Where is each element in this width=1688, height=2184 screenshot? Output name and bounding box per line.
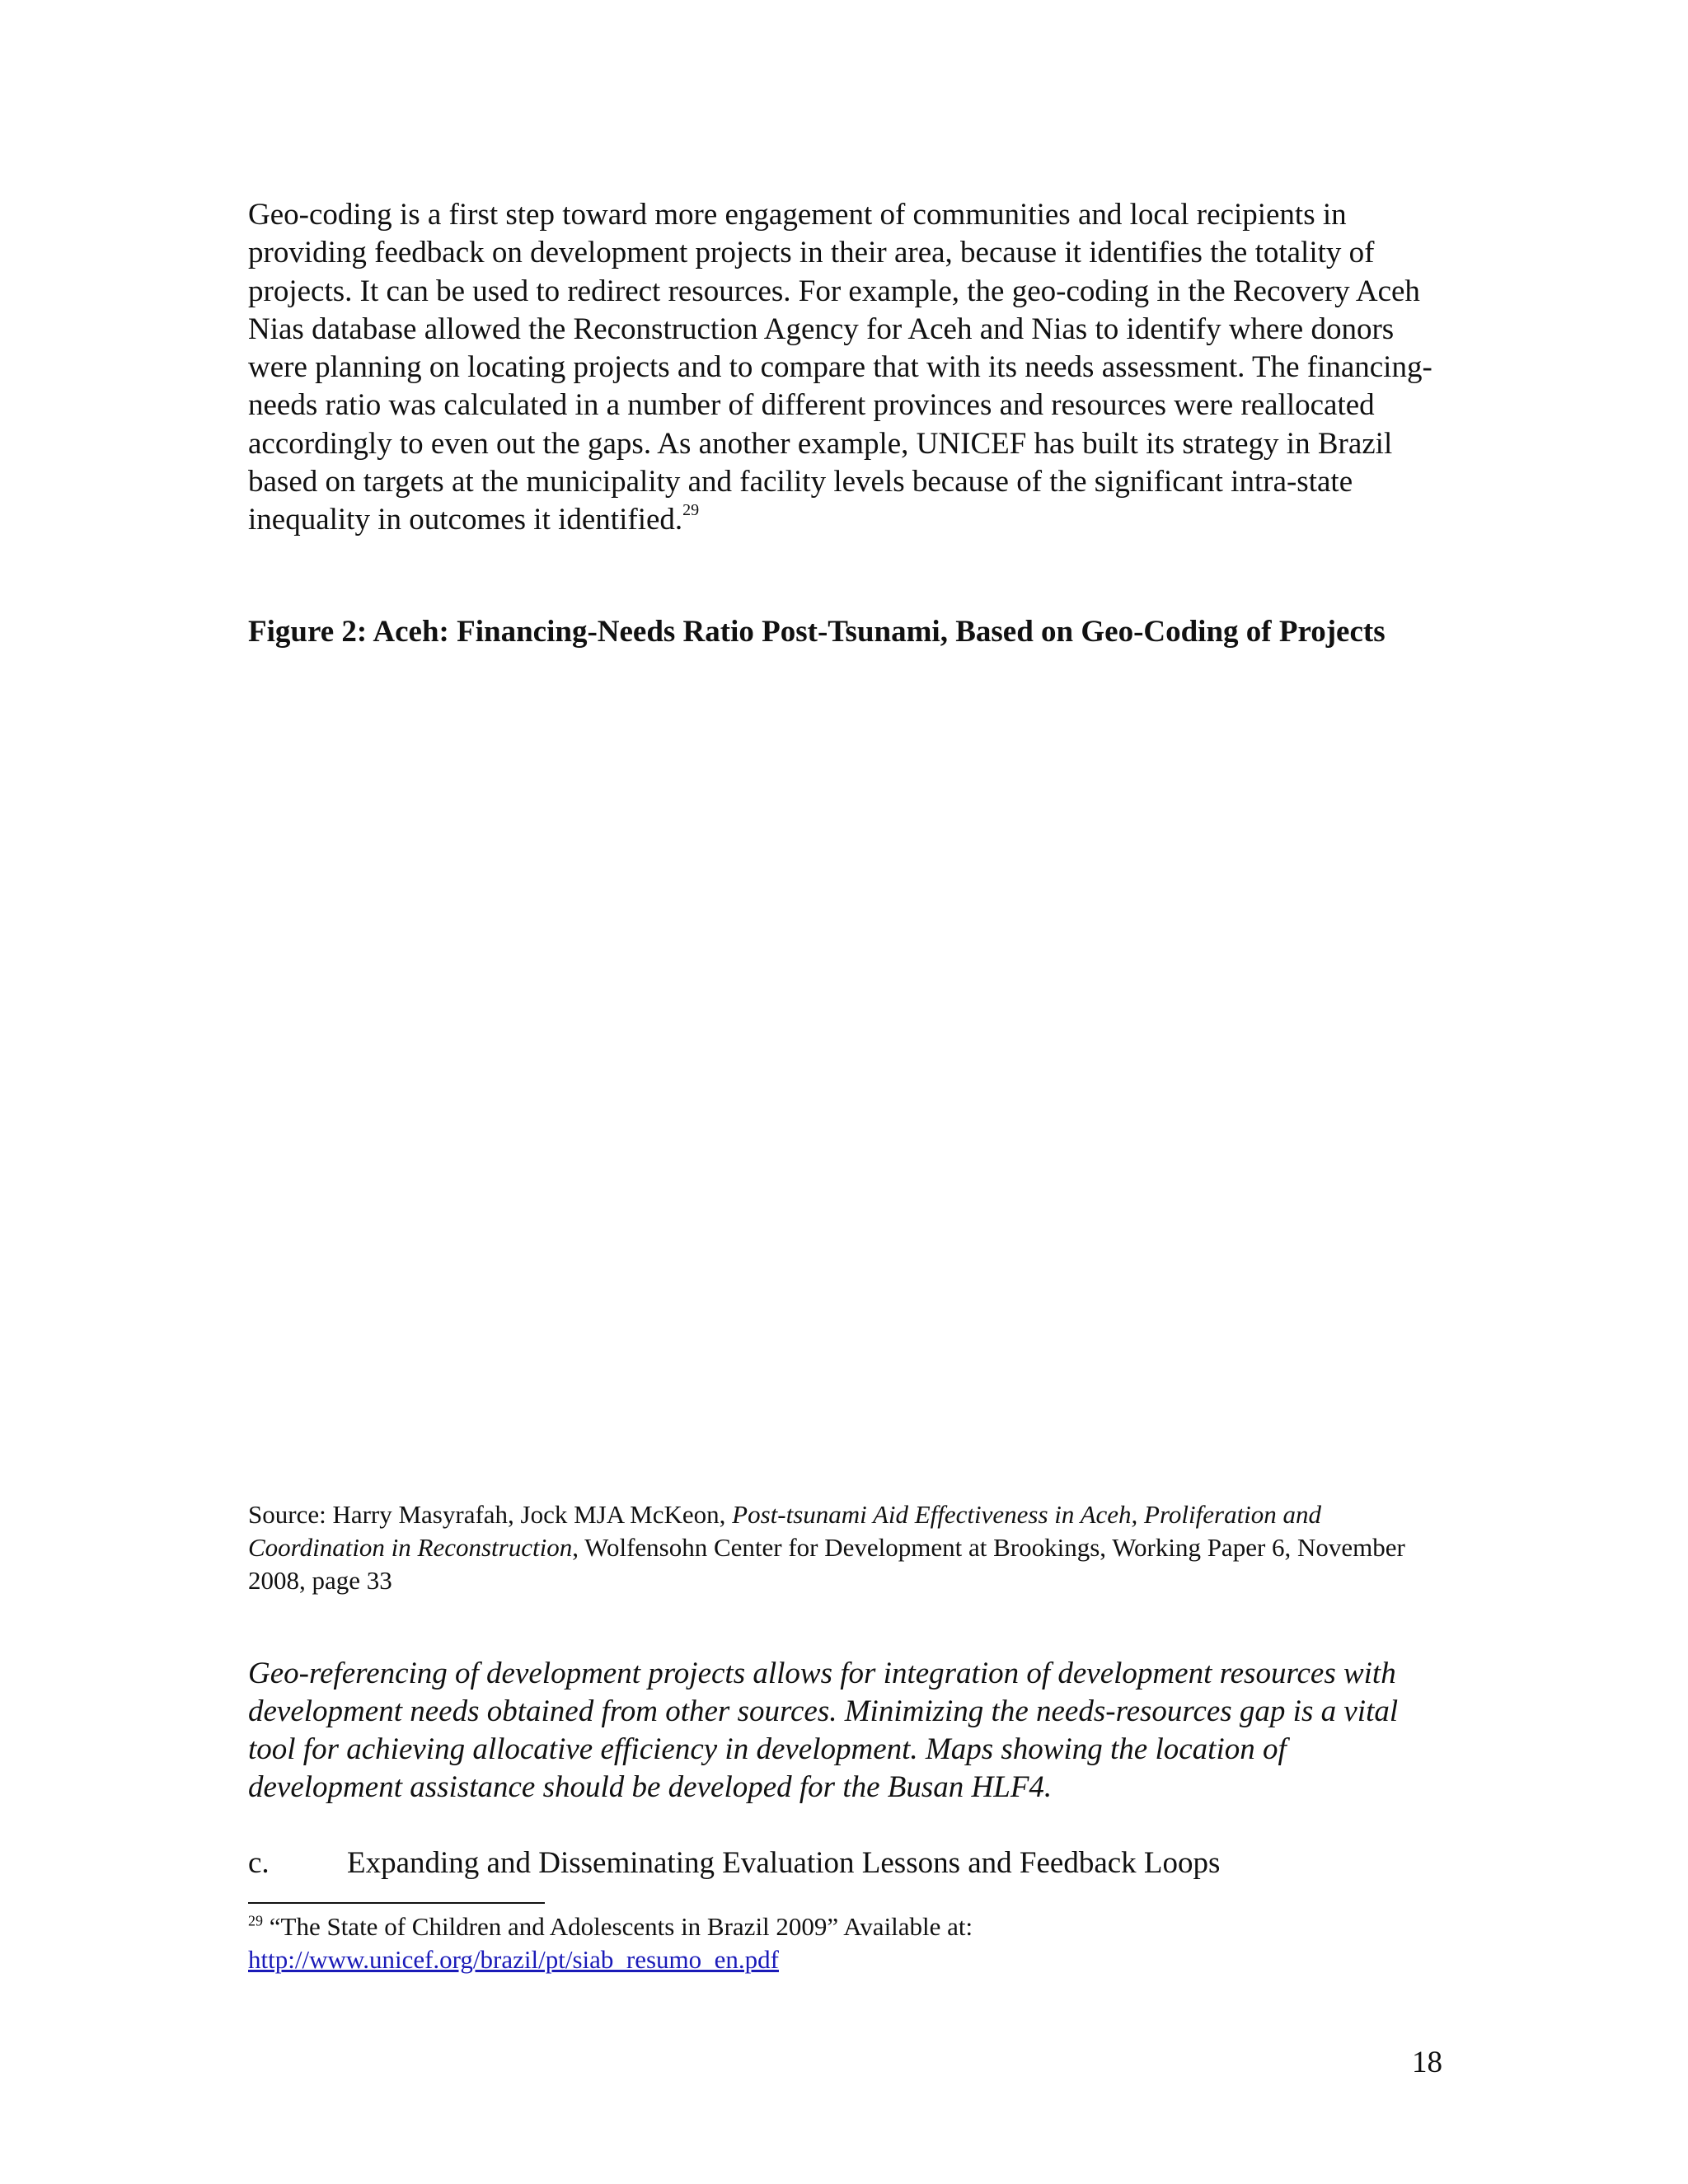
footnote-link[interactable]: http://www.unicef.org/brazil/pt/siab_resumo_en.pdf: [248, 1945, 779, 1974]
source-suffix: , Wolfensohn Center for Development at Brookings, Working Paper 6, November 2008, page 33: [248, 1533, 1405, 1595]
section-letter: c.: [248, 1846, 270, 1880]
footnote-29: [248, 1910, 1443, 1976]
figure-title: Figure 2: Aceh: Financing-Needs Ratio Post-Tsunami, Based on Geo-Coding of Projects: [248, 615, 1386, 649]
footnote-separator: [248, 1902, 545, 1904]
source-prefix: Source: Harry Masyrafah, Jock MJA McKeon,: [248, 1500, 733, 1529]
figure-placeholder: [248, 701, 1443, 1483]
body-paragraph: [248, 196, 1443, 540]
section-heading: [248, 1844, 1443, 1882]
footnote-number: 29: [248, 1912, 263, 1929]
source-title: Post-tsunami Aid Effectiveness in Aceh, Proliferation and Coordination in Reconstruction: [248, 1500, 1322, 1562]
body-paragraph-text: Geo-coding is a first step toward more engagement of communities and local recipients in providing feedback on development projects in their area, because it identifies the totality of projects. It can be used to redirect resources. For example, the geo-coding in the Recovery Aceh Nias database allowed the Reconstruction Agency for Aceh and Nias to identify where donors were planning on locating projects and to compare that with its needs assessment. The financing-needs ratio was calculated in a number of different provinces and resources were reallocated accordingly to even out the gaps. As another example, UNICEF has built its strategy in Brazil based on targets at the municipality and facility levels because of the significant intra-state inequality in outcomes it identified.: [248, 198, 1432, 537]
section-title: Expanding and Disseminating Evaluation Lessons and Feedback Loops: [347, 1846, 1221, 1880]
footnote-text: “The State of Children and Adolescents in Brazil 2009” Available at:: [263, 1912, 973, 1941]
page-number: 18: [1412, 2046, 1442, 2079]
figure-source: [248, 1498, 1443, 1597]
footnote-reference-29[interactable]: 29: [682, 501, 700, 520]
emphasis-paragraph: Geo-referencing of development projects allows for integration of development resources with development needs obtained from other sources. Minimizing the needs-resources gap is a vital tool for achieving allocative efficiency in development. Maps showing the location of development assistance should be developed for the Busan HLF4.: [248, 1657, 1399, 1804]
